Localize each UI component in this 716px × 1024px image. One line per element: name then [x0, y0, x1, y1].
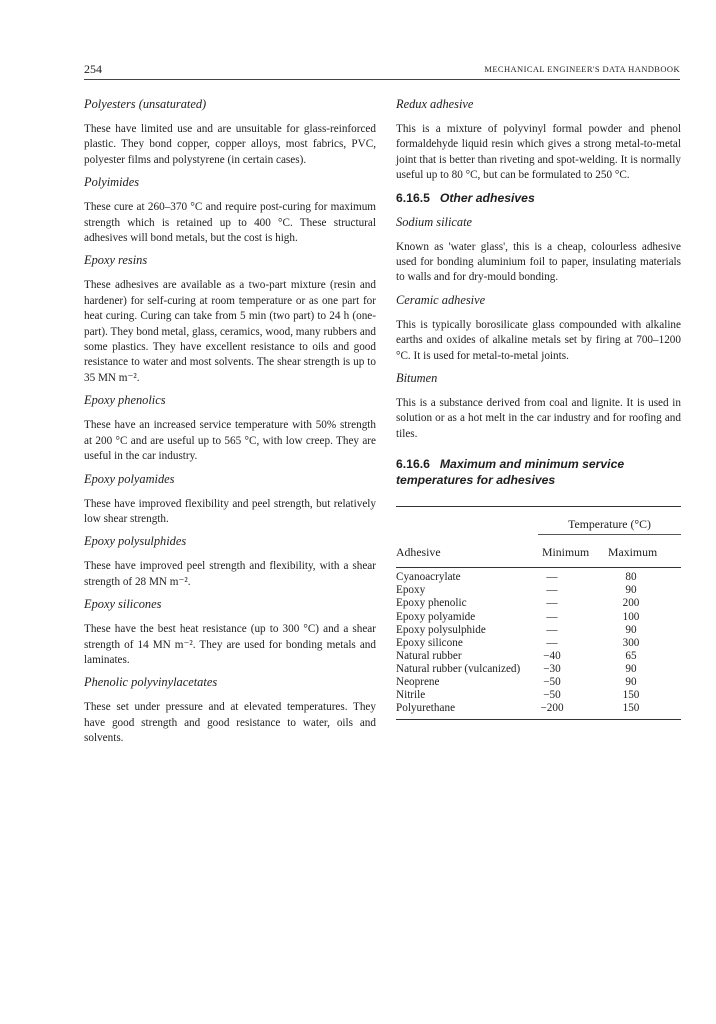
section-epoxy-resins	[84, 252, 376, 386]
table-column-headers	[396, 543, 681, 567]
section-heading: Ceramic adhesive	[396, 292, 486, 307]
cell-minimum: −40	[543, 649, 561, 662]
header-rule	[84, 79, 680, 80]
cell-maximum: 150	[622, 689, 640, 702]
cell-adhesive: Epoxy polysulphide	[396, 623, 486, 636]
table-row	[396, 584, 681, 597]
section-text: These have an increased service temperature with 50% strength at 200 °C and are useful up to 565 °C, with low creep. They are useful in the car industry.	[84, 419, 376, 463]
cell-adhesive: Natural rubber	[396, 649, 462, 662]
cell-adhesive: Epoxy polyamide	[396, 610, 476, 623]
section-text: These have improved peel strength and flexibility, with a shear strength of 28 MN m⁻².	[84, 560, 376, 588]
section-heading: Epoxy polyamides	[84, 471, 175, 486]
section-text: These cure at 260–370 °C and require post-curing for maximum strength which is retained up to 400 °C. These structural adhesives will bond metals, but the cost is high.	[84, 201, 376, 245]
running-head: MECHANICAL ENGINEER'S DATA HANDBOOK	[484, 64, 680, 74]
section-text: These adhesives are available as a two-part mixture (resin and hardener) for self-curing at room temperature or as one part for heat curing. Curing can take from 5 min (two part) to 24 h (one-part). They bond metal, glass, ceramics, wood, many rubbers and some plastics. They have excellent resistance to oils and good resistance to water and most solvents. The shear strength is up to 35 MN m⁻².	[84, 279, 376, 384]
table-row	[396, 571, 681, 584]
table-group-header-row	[396, 507, 681, 543]
cell-minimum: —	[546, 623, 558, 636]
cell-maximum: 100	[622, 610, 640, 623]
section-bitumen	[396, 370, 681, 442]
section-epoxy-polyamides	[84, 471, 376, 528]
table-row	[396, 702, 681, 715]
section-ceramic	[396, 292, 681, 364]
section-text: Known as 'water glass', this is a cheap, colourless adhesive used for bonding aluminium foil to paper, insulating materials to walls and for dry-mould bonding.	[396, 240, 681, 284]
section-epoxy-polysulphides	[84, 533, 376, 590]
table-row	[396, 676, 681, 689]
cell-adhesive: Cyanoacrylate	[396, 571, 461, 584]
cell-maximum: 150	[622, 702, 640, 715]
cell-maximum: 90	[625, 623, 637, 636]
cell-minimum: —	[546, 610, 558, 623]
section-heading: Epoxy silicones	[84, 597, 162, 612]
cell-minimum: −200	[540, 702, 564, 715]
section-phenolic-polyvinylacetates	[84, 674, 376, 746]
column-header-adhesive: Adhesive	[396, 545, 441, 560]
cell-minimum: —	[546, 597, 558, 610]
cell-maximum: 300	[622, 636, 640, 649]
right-column	[396, 96, 681, 720]
column-header-minimum: Minimum	[542, 545, 590, 560]
table-bottom-rule	[396, 719, 681, 720]
table-row	[396, 650, 681, 663]
table-row	[396, 611, 681, 624]
section-number: 6.16.6	[396, 457, 430, 472]
cell-adhesive: Epoxy	[396, 584, 426, 597]
section-redux	[396, 96, 681, 184]
section-text: These have improved flexibility and peel strength, but relatively low shear strength.	[84, 497, 376, 525]
table-row	[396, 597, 681, 610]
cell-minimum: −50	[543, 689, 561, 702]
cell-adhesive: Epoxy phenolic	[396, 597, 467, 610]
page-number: 254	[84, 62, 102, 76]
section-polyesters	[84, 96, 376, 168]
section-epoxy-silicones	[84, 596, 376, 668]
table-row	[396, 663, 681, 676]
temperature-table	[396, 506, 681, 720]
group-header-rule	[538, 534, 681, 535]
cell-maximum: 65	[625, 649, 637, 662]
cell-maximum: 90	[625, 662, 637, 675]
section-polyimides	[84, 174, 376, 246]
numbered-heading-service-temperatures	[396, 456, 681, 488]
section-text: These have the best heat resistance (up to 300 °C) and a shear strength of 14 MN m⁻². They are used for bonding metals and laminates.	[84, 623, 376, 666]
section-heading: Redux adhesive	[396, 97, 474, 111]
cell-adhesive: Epoxy silicone	[396, 636, 463, 649]
section-title: Maximum and minimum service temperatures for adhesives	[396, 457, 625, 488]
section-heading: Sodium silicate	[396, 214, 473, 229]
cell-minimum: —	[546, 636, 558, 649]
section-text: These have limited use and are unsuitable for glass-reinforced plastic. They bond copper, copper alloys, most fabrics, PVC, polyester films and polystyrene (in certain cases).	[84, 123, 376, 166]
cell-minimum: −30	[543, 662, 561, 675]
cell-adhesive: Neoprene	[396, 676, 440, 689]
cell-minimum: —	[546, 584, 558, 597]
section-sodium-silicate	[396, 214, 681, 286]
section-text: This is a substance derived from coal and lignite. It is used in solution or as a hot melt in the car industry and for roofing and tiles.	[396, 397, 681, 440]
section-heading: Bitumen	[396, 371, 438, 386]
cell-maximum: 90	[625, 584, 637, 597]
page-header	[84, 62, 680, 80]
temperature-group-header: Temperature (°C)	[568, 517, 651, 532]
cell-maximum: 200	[622, 597, 640, 610]
section-text: This is a mixture of polyvinyl formal powder and phenol formaldehyde liquid resin which gives a strong metal-to-metal joint that is better than riveting and spot-welding. It is normally useful up to 80 °C, but can be formulated to 250 °C.	[396, 123, 681, 182]
cell-adhesive: Polyurethane	[396, 702, 456, 715]
column-header-maximum: Maximum	[608, 545, 658, 560]
numbered-heading-other-adhesives	[396, 190, 681, 206]
section-epoxy-phenolics	[84, 392, 376, 464]
section-heading: Polyimides	[84, 175, 140, 190]
left-column	[84, 96, 376, 753]
cell-maximum: 80	[625, 571, 637, 584]
section-title: Other adhesives	[439, 190, 535, 205]
cell-minimum: −50	[543, 676, 561, 689]
table-header-rule	[396, 567, 681, 568]
section-text: This is typically borosilicate glass compounded with alkaline earths and oxides of alkaline metals set by firing at 700–1200 °C. It is used for metal-to-metal joints.	[396, 318, 681, 362]
cell-adhesive: Natural rubber (vulcanized)	[396, 662, 521, 675]
cell-minimum: —	[546, 571, 558, 584]
cell-adhesive: Nitrile	[396, 689, 426, 702]
table-row	[396, 689, 681, 702]
cell-maximum: 90	[625, 676, 637, 689]
table-row	[396, 624, 681, 637]
section-number: 6.16.5	[396, 190, 430, 205]
section-heading: Phenolic polyvinylacetates	[84, 675, 218, 690]
section-heading: Epoxy phenolics	[84, 393, 166, 408]
section-heading: Epoxy resins	[84, 253, 148, 268]
table-row	[396, 637, 681, 650]
section-heading: Polyesters (unsaturated)	[84, 97, 207, 111]
section-text: These set under pressure and at elevated temperatures. They have good strength and good resistance to water, oils and solvents.	[84, 701, 376, 745]
section-heading: Epoxy polysulphides	[84, 534, 187, 549]
